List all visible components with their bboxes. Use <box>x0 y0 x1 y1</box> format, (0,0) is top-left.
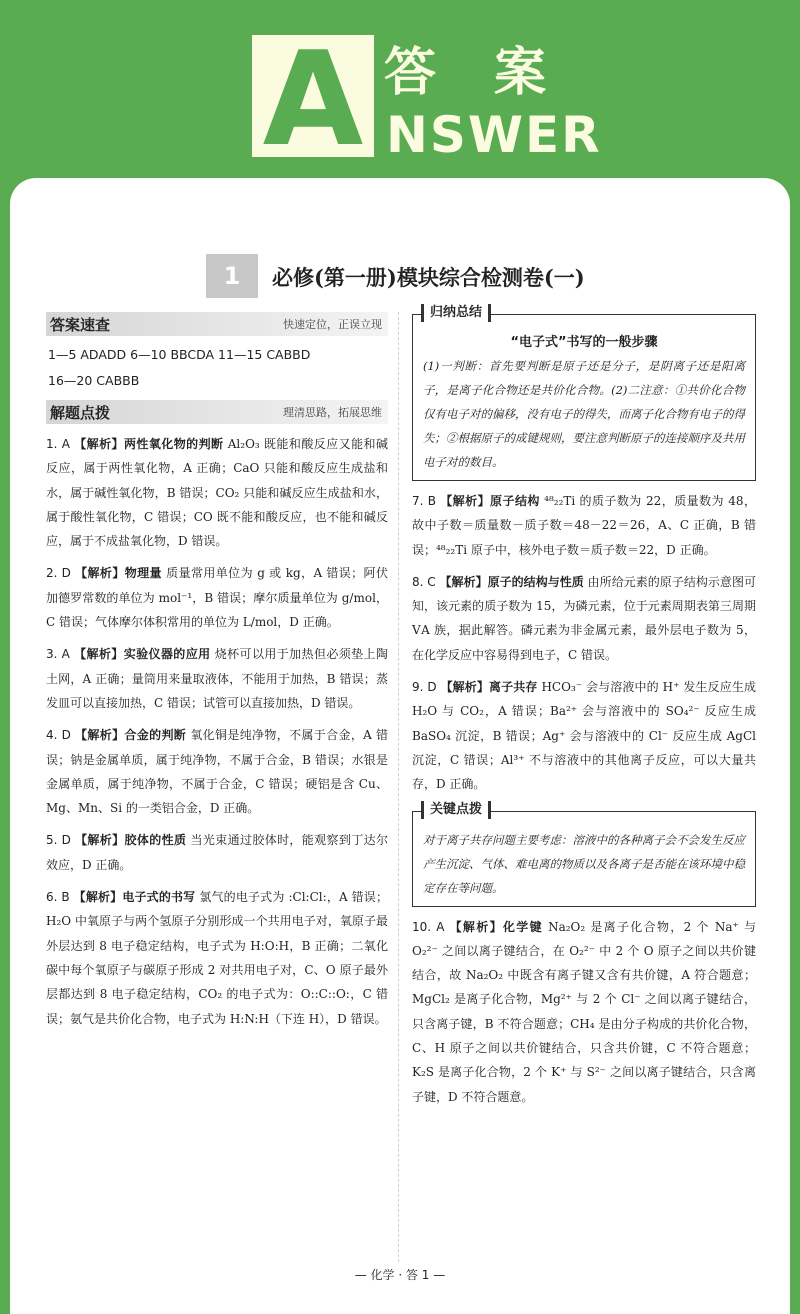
answer-item <box>46 885 388 1031</box>
summary-box-tag: 归纳总结 <box>421 304 491 322</box>
analysis-title: 解题点拨 <box>50 403 111 422</box>
answer-number: 7. B <box>412 494 436 508</box>
answer-item <box>46 723 388 820</box>
answer-tag: 【解析】离子共存 <box>440 680 538 695</box>
answer-number: 6. B <box>46 890 70 905</box>
answer-number: 10. A <box>412 919 445 934</box>
key-point-box-body: 对于离子共存问题主要考虑：溶液中的各种离子会不会发生反应产生沉淀、气体、难电离的物质以及各离子是否能在该环境中稳定存在等问题。 <box>423 832 745 895</box>
answer-logo <box>252 23 374 175</box>
answer-item <box>46 561 388 634</box>
left-column <box>46 312 388 1031</box>
answer-number: 8. C <box>412 574 436 589</box>
analysis-note: 理清思路，拓展思维 <box>283 406 382 419</box>
page-header <box>0 0 800 190</box>
quick-check-title: 答案速查 <box>50 315 111 334</box>
answer-tag: 【解析】合金的判断 <box>75 728 187 743</box>
answer-tag: 【解析】胶体的性质 <box>75 833 187 848</box>
chapter-number: 1 <box>206 254 258 298</box>
analysis-bar <box>46 400 388 424</box>
answer-tag: 【解析】实验仪器的应用 <box>74 647 211 662</box>
answer-number: 4. D <box>46 728 71 743</box>
answer-item <box>46 828 388 877</box>
answer-text: 氧化铜是纯净物，不属于合金，A 错误；钠是金属单质，属于纯净物，不属于合金，B 错误；水银是金属单质，属于纯净物，不属于合金，C 错误；硬铝是含 Cu、Mg、Mn、Si 的一类铝合金，D 正确。 <box>46 728 388 816</box>
quick-answers <box>48 342 388 394</box>
answer-item <box>412 915 756 1109</box>
answer-number: 2. D <box>46 566 71 581</box>
answer-tag: 【解析】两性氧化物的判断 <box>74 437 224 451</box>
quick-check-bar <box>46 312 388 336</box>
header-subtitle: NSWER <box>386 106 602 164</box>
logo-letter: A <box>262 23 364 175</box>
chapter-title: 必修(第一册)模块综合检测卷(一) <box>272 265 585 290</box>
answer-tag: 【解析】原子结构 <box>440 494 540 508</box>
answer-text: 氯气的电子式为 :Cl:Cl:，A 错误；H₂O 中氧原子与两个氢原子分别形成一个共用电子对，氧原子最外层达到 8 电子稳定结构，电子式为 H:O:H，B 正确；二氧化碳中每个氧原子与碳原子形成 2 对共用电子对，C、O 原子最外层都达到 8 电子稳定结构，CO₂ 的电子式为：O::C::O:，C 错误；氨气是共价化合物，电子式为 H:N:H（下连 H），D 错误。 <box>46 890 388 1026</box>
answer-number: 1. A <box>46 437 70 451</box>
answer-text: Al₂O₃ 既能和酸反应又能和碱反应，属于两性氧化物，A 正确；CaO 只能和酸反应生成盐和水，属于碱性氧化物，B 错误；CO₂ 只能和碱反应生成盐和水，属于酸性氧化物，C 错误；CO 既不能和酸反应，也不能和碱反应，属于不成盐氧化物，D 错误。 <box>46 437 388 549</box>
answer-text: HCO₃⁻ 会与溶液中的 H⁺ 发生反应生成 H₂O 与 CO₂，A 错误；Ba²⁺ 会与溶液中的 SO₄²⁻ 反应生成 BaSO₄ 沉淀，B 错误；Ag⁺ 会与溶液中的 Cl⁻ 反应生成 AgCl 沉淀，C 错误；Al³⁺ 不与溶液中的其他离子反应，可以大量共存，D 正确。 <box>412 680 756 792</box>
summary-box <box>412 305 756 481</box>
answer-text: 质量常用单位为 g 或 kg，A 错误；阿伏加德罗常数的单位为 mol⁻¹，B 错误；摩尔质量单位为 g/mol，C 错误；气体摩尔体积常用的单位为 L/mol，D 正确。 <box>46 566 388 630</box>
answer-number: 3. A <box>46 647 70 662</box>
quick-check-note: 快速定位，正误立现 <box>283 318 382 331</box>
answer-text: Na₂O₂ 是离子化合物，2 个 Na⁺ 与 O₂²⁻ 之间以离子键结合，在 O₂²⁻ 中 2 个 O 原子之间以共价键结合，故 Na₂O₂ 中既含有离子键又含有共价键，A 符合题意；MgCl₂ 是离子化合物，Mg²⁺ 与 2 个 Cl⁻ 之间以离子键结合，只含离子键，B 不符合题意；CH₄ 是由分子构成的共价化合物，C、H 原子之间以共价键结合，只含共价键，C 不符合题意；K₂S 是离子化合物，2 个 K⁺ 与 S²⁻ 之间以离子键结合，只含离子键，D 不符合题意。 <box>412 919 756 1104</box>
answer-text: ⁴⁸₂₂Ti 的质子数为 22，质量数为 48，故中子数＝质量数－质子数＝48－22＝26，A、C 正确，B 错误；⁴⁸₂₂Ti 原子中，核外电子数＝质子数＝22，D 正确。 <box>412 494 756 557</box>
answer-number: 5. D <box>46 833 71 848</box>
answer-item <box>46 642 388 715</box>
header-title: 答案 <box>384 43 605 103</box>
summary-box-heading: “电子式”书写的一般步骤 <box>510 335 658 350</box>
summary-box-body: (1)一判断：首先要判断是原子还是分子，是阴离子还是阳离子，是离子化合物还是共价化合物。(2)二注意：①共价化合物仅有电子对的偏移，没有电子的得失，而离子化合物有电子的得失；②根据原子的成键规则，要注意判断原子的连接顺序及共用电子对的数目。 <box>423 359 745 469</box>
column-divider <box>398 312 399 1262</box>
answer-text: 烧杯可以用于加热但必须垫上陶土网，A 正确；量筒用来量取液体，不能用于加热，B 错误；蒸发皿可以直接加热，C 错误；试管可以直接加热，D 错误。 <box>46 647 388 710</box>
quick-answers-line: 16—20 CABBB <box>48 373 140 388</box>
answer-tag: 【解析】电子式的书写 <box>73 890 196 905</box>
answer-item <box>412 675 756 796</box>
answer-text: 由所给元素的原子结构示意图可知，该元素的质子数为 15，为磷元素，位于元素周期表第三周期ⅤA 族，据此解答。磷元素为非金属元素，最外层电子数为 5，在化学反应中容易得到电子，C 错误。 <box>412 574 756 662</box>
answer-text: 当光束通过胶体时，能观察到丁达尔效应，D 正确。 <box>46 833 388 872</box>
answer-item <box>412 570 756 667</box>
answer-item <box>46 432 388 553</box>
answer-tag: 【解析】化学键 <box>449 919 543 934</box>
right-column <box>412 300 756 1109</box>
page-footer: — 化学 · 答 1 — <box>354 1268 446 1282</box>
answer-tag: 【解析】物理量 <box>75 566 162 581</box>
key-point-box-tag: 关键点拨 <box>421 801 491 819</box>
answer-item <box>412 489 756 562</box>
answer-number: 9. D <box>412 680 437 695</box>
answer-tag: 【解析】原子的结构与性质 <box>439 574 584 589</box>
quick-answers-line: 1—5 ADADD 6—10 BBCDA 11—15 CABBD <box>48 347 311 362</box>
key-point-box <box>412 801 756 907</box>
